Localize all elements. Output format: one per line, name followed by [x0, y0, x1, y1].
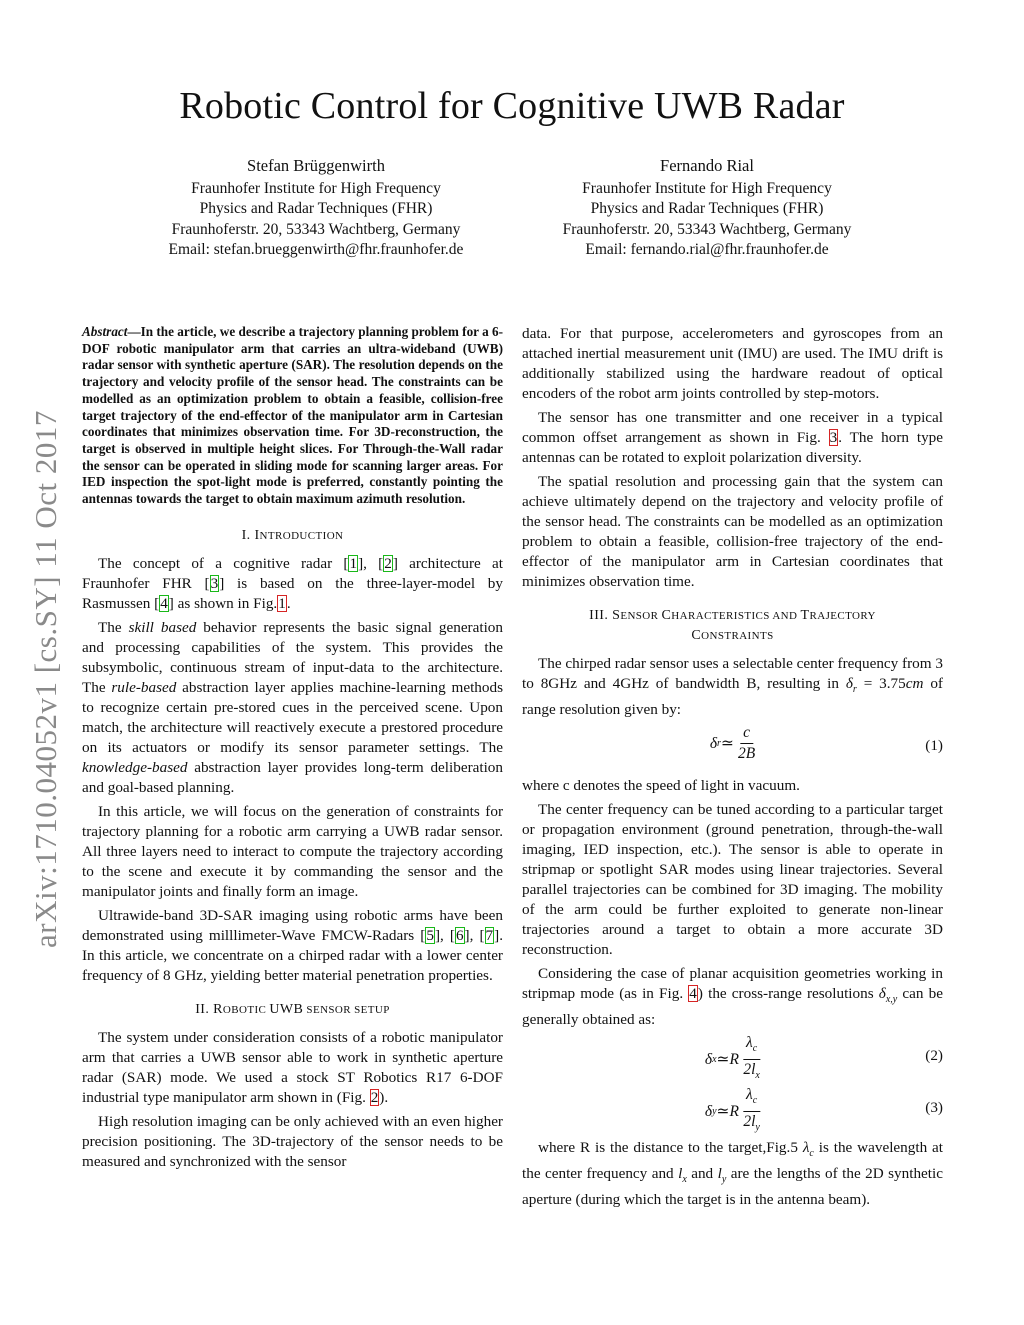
author-email: Email: stefan.brueggenwirth@fhr.fraunhofer.de	[168, 241, 464, 258]
paragraph: data. For that purpose, accelerometers and gyroscopes from an attached inertial measurement unit (IMU) are used. The IMU drift is additionally stabilized using the hardware readout of optical encoders of the robot arm joints controlled by step-motors.	[522, 325, 943, 402]
arxiv-stamp: arXiv:1710.04052v1 [cs.SY] 11 Oct 2017	[28, 410, 63, 948]
paragraph: Considering the case of planar acquisition geometries working in stripmap mode (as in Fig. 4) the cross-range resolutions $\delta_{x,y}$ can be generally obtained as:	[522, 965, 943, 1029]
equation-2: δ x ≃ R $\frac{\lambda_c}{2l_x}$ (2)	[704, 1034, 943, 1082]
author-name: Stefan Brüggenwirth	[247, 156, 385, 175]
equation-number: (1)	[925, 737, 943, 755]
author-affiliation: Physics and Radar Techniques (FHR)	[590, 200, 824, 217]
author-email: Email: fernando.rial@fhr.fraunhofer.de	[585, 241, 829, 258]
equation-number: (3)	[925, 1099, 943, 1117]
right-column	[522, 324, 943, 1214]
abstract	[82, 324, 503, 508]
abstract-lead: Abstract	[82, 324, 128, 339]
section-heading-constraints: III. SENSOR CHARACTERISTICS AND TRAJECTORY CONSTRAINTS	[589, 608, 876, 643]
paragraph: The system under consideration consists of a robotic manipulator arm that carries a UWB sensor able to work in synthetic aperture radar (SAR) mode. We used a stock ST Robotics R17 6-DOF industrial type manipulator arm shown in (Fig. 2).	[82, 1028, 503, 1106]
citation-link[interactable]: 7	[485, 926, 494, 944]
citation-link[interactable]: 1	[349, 554, 358, 572]
author-affiliation: Fraunhofer Institute for High Frequency	[582, 179, 832, 197]
paragraph: The chirped radar sensor uses a selectable center frequency from 3 to 8GHz and 4GHz of bandwidth B, resulting in $\delta_r = 3.75cm$ of range resolution given by:	[522, 655, 943, 719]
author-address: Fraunhoferstr. 20, 53343 Wachtberg, Germany	[171, 220, 461, 238]
abstract-text: —In the article, we describe a trajectory planning problem for a 6-DOF robotic manipulator arm that carries an ultra-wideband (UWB) radar sensor with synthetic aperture (SAR). The resolution depends on the trajectory and velocity profile of the sensor head. The constraints can be modelled as an optimization problem to obtain a feasible, collision-free target trajectory of the end-effector of the manipulator arm in Cartesian coordinates that minimizes observation time. For 3D-reconstruction, the target is observed in multiple height slices. For Through-the-Wall radar the sensor can be operated in sliding mode for scanning larger areas. For IED inspection the spot-light mode is preferred, constantly pointing the antennas towards the target to obtain maximum azimuth resolution.	[82, 324, 503, 507]
citation-link[interactable]: 6	[455, 926, 464, 944]
paragraph: where c denotes the speed of light in vacuum.	[522, 777, 800, 795]
paragraph: Ultrawide-band 3D-SAR imaging using robotic arms have been demonstrated using milllimeter-Wave FMCW-Radars [5], [6], [7]. In this article, we concentrate on a chirped radar with a lower center frequency of 8 GHz, yielding better material penetration properties.	[82, 906, 503, 984]
figure-link[interactable]: 3	[829, 429, 838, 446]
author-affiliation: Physics and Radar Techniques (FHR)	[199, 200, 433, 217]
paragraph: The spatial resolution and processing gain that the system can achieve ultimately depend on the trajectory and velocity profile of the sensor head. The constraints can be modelled as an optimization problem to obtain a feasible, collision-free trajectory of the end-effector of the manipulator arm in Cartesian coordinates that minimizes observation time.	[522, 473, 943, 590]
citation-link[interactable]: 4	[160, 594, 168, 612]
section-heading-setup: II. ROBOTIC UWB SENSOR SETUP	[195, 1001, 390, 1017]
citation-link[interactable]: 3	[210, 574, 219, 592]
paragraph: The center frequency can be tuned according to a particular target or propagation environment (ground penetration, through-the-wall imaging, IED inspection, etc.). The sensor is able to operate in stripmap or spotlight SAR modes using linear trajectories. Several parallel trajectories can be combined for 3D imaging. The mobility of the arm could be further exploited to generate non-linear trajectories around a target to obtain a more accurate 3D reconstruction.	[522, 801, 943, 959]
author-name: Fernando Rial	[660, 156, 754, 175]
section-heading-introduction: I. INTRODUCTION	[241, 527, 344, 543]
left-column	[82, 324, 503, 1176]
citation-link[interactable]: 5	[426, 926, 434, 944]
author-block	[537, 156, 877, 261]
paragraph: where R is the distance to the target,Fig.5 $\lambda_c$ is the wavelength at the center frequency and $l_x$ and $l_y$ are the lengths of the 2D synthetic aperture (during which the target is in the antenna beam).	[522, 1139, 943, 1209]
citation-link[interactable]: 2	[384, 554, 392, 572]
equation-3: δ y ≃ R $\frac{\lambda_c}{2l_y}$ (3)	[704, 1086, 943, 1134]
equation-1: δ r ≃ $\frac{c}{2B}$ (1)	[709, 724, 943, 763]
equation-number: (2)	[925, 1047, 943, 1065]
figure-link[interactable]: 4	[689, 985, 697, 1003]
paragraph: High resolution imaging can be only achieved with an even higher precision positioning. The 3D-trajectory of the sensor needs to be measured and synchronized with the sensor	[82, 1112, 503, 1170]
paragraph: The sensor has one transmitter and one receiver in a typical common offset arrangement as shown in Fig. 3. The horn type antennas can be rotated to exploit polarization diversity.	[522, 409, 943, 466]
author-block	[146, 156, 486, 261]
paragraph: The skill based behavior represents the basic signal generation and processing capabilities of the system. This provides the subsymbolic, continuous stream of input-data to the architecture. The rule-based abstraction layer applies machine-learning methods to recognize certain pre-stored cues in the perceived scene. Upon match, the architecture will reactively execute a prestored procedure on its actuators or modify its sensor parameter settings. The knowledge-based abstraction layer provides long-term deliberation and goal-based planning.	[82, 618, 503, 796]
paragraph: The concept of a cognitive radar [1], [2] architecture at Fraunhofer FHR [3] is based on the three-layer-model by Rasmussen [4] as shown in Fig.1.	[82, 554, 504, 612]
paper-title: Robotic Control for Cognitive UWB Radar	[179, 85, 845, 127]
author-address: Fraunhoferstr. 20, 53343 Wachtberg, Germany	[562, 220, 852, 238]
author-affiliation: Fraunhofer Institute for High Frequency	[191, 179, 441, 197]
figure-link[interactable]: 2	[370, 1088, 379, 1106]
figure-link[interactable]: 1	[278, 594, 286, 612]
paragraph: In this article, we will focus on the generation of constraints for trajectory planning for a robotic arm carrying a UWB radar sensor. All three layers need to interact to compute the trajectory according to the scene and execute it by commanding the sensor and the manipulator joints and finally form an image.	[82, 802, 503, 900]
